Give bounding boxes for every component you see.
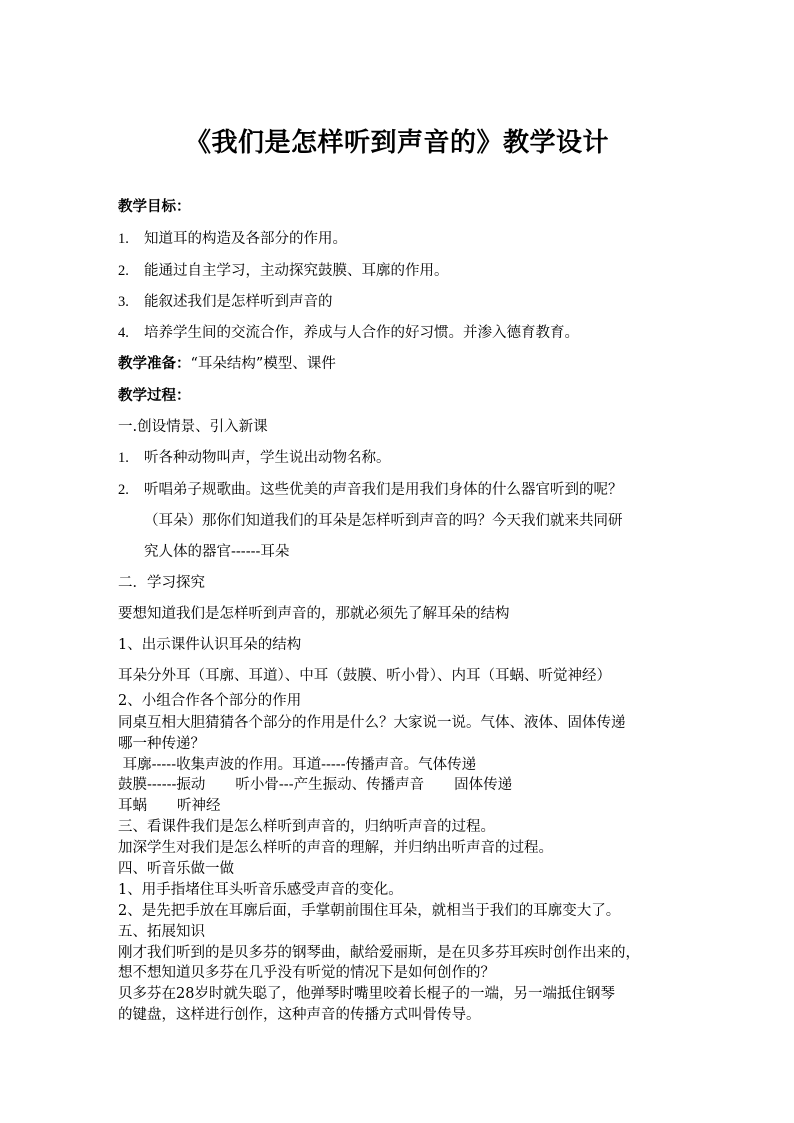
paragraph-line: 耳廓-----收集声波的作用。耳道-----传播声音。气体传递 [118,757,477,773]
paragraph-line: 哪一种传递？ [118,736,205,752]
prep-text: “耳朵结构”模型、课件 [190,356,336,372]
goal-number: 4. [118,325,129,341]
paragraph-line: 要想知道我们是怎样听到声音的，那就必须先了解耳朵的结构 [118,606,510,622]
goal-text: 知道耳的构造及各部分的作用。 [144,231,347,247]
goals-heading: 教学目标： [118,198,191,215]
paragraph-line: 究人体的器官------耳朵 [144,544,290,560]
text-segment: 耳蜗 [118,798,147,814]
paragraph-line [118,775,512,795]
section-heading: 五、拓展知识 [118,924,205,940]
item-number: 2. [118,482,129,498]
prep-label: 教学准备： [118,355,191,372]
item-number: 1. [118,450,129,466]
paragraph-line: 加深学生对我们是怎么样听的声音的理解，并归纳出听声音的过程。 [118,840,553,856]
paragraph-line: 2、是先把手放在耳廓后面，手掌朝前围住耳朵，就相当于我们的耳廓变大了。 [118,903,621,919]
paragraph-line: 1、出示课件认识耳朵的结构 [118,637,302,653]
section-heading: 四、听音乐做一做 [118,861,234,877]
item-text: 听各种动物叫声，学生说出动物名称。 [144,450,391,466]
section-heading: 二．学习探究 [118,575,205,591]
paragraph-line: 的键盘，这样进行创作，这种声音的传播方式叫骨传导。 [118,1007,481,1023]
goal-text: 培养学生间的交流合作，养成与人合作的好习惯。并渗入德育教育。 [144,325,579,341]
section-heading: 一.创设情景、引入新课 [118,419,268,435]
paragraph-line [118,796,221,816]
paragraph-line: （耳朵）那你们知道我们的耳朵是怎样听到声音的吗？今天我们就来共同研 [144,513,623,529]
page-title: 《我们是怎样听到声音的》教学设计 [184,128,609,158]
text-segment: 听小骨---产生振动、传播声音 [235,777,425,793]
list-item [118,480,623,500]
goal-text: 能通过自主学习，主动探究鼓膜、耳廓的作用。 [144,263,449,279]
paragraph-line: 想不想知道贝多芬在几乎没有听觉的情况下是如何创作的？ [118,965,495,981]
list-item [118,448,391,468]
goal-number: 1. [118,231,129,247]
goal-item [118,323,579,343]
paragraph-line: 耳朵分外耳（耳廓、耳道）、中耳（鼓膜、听小骨）、内耳（耳蜗、听觉神经） [118,668,611,684]
goal-item [118,261,449,281]
goal-number: 3. [118,294,129,310]
goal-text: 能叙述我们是怎样听到声音的 [144,294,333,310]
goal-item [118,229,347,249]
goal-number: 2. [118,263,129,279]
paragraph-line: 1、用手指堵住耳头听音乐感受声音的变化。 [118,882,403,898]
paragraph-line: 同桌互相大胆猜猜各个部分的作用是什么？大家说一说。气体、液体、固体传递 [118,715,626,731]
text-segment: 固体传递 [454,777,513,793]
prep-line [118,354,336,374]
section-heading: 三、看课件我们是怎么样听到声音的，归纳听声音的过程。 [118,819,495,835]
text-segment: 听神经 [177,798,221,814]
goal-item [118,292,333,312]
process-heading: 教学过程： [118,387,191,404]
paragraph-line: 2、小组合作各个部分的作用 [118,693,302,709]
paragraph-line: 刚才我们听到的是贝多芬的钢琴曲，献给爱丽斯，是在贝多芬耳疾时创作出来的， [118,945,640,961]
item-text: 听唱弟子规歌曲。这些优美的声音我们是用我们身体的什么器官听到的呢？ [144,482,623,498]
text-segment: 鼓膜------振动 [118,777,206,793]
paragraph-line: 贝多芬在28岁时就失聪了，他弹琴时嘴里咬着长棍子的一端，另一端抵住钢琴 [118,986,615,1002]
